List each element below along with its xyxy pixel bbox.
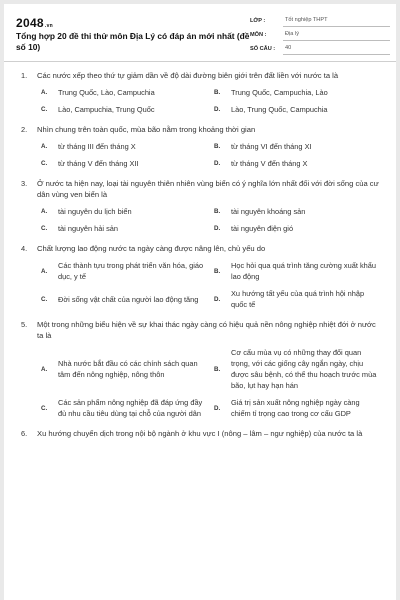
question-number: 6. — [21, 429, 28, 438]
answer-option-b[interactable] — [214, 260, 387, 282]
question-3 — [4, 178, 396, 234]
answer-option-b[interactable] — [214, 206, 387, 217]
answer-text: Các thành tựu trong phát triển văn hóa, giáo dục, y tế — [58, 261, 204, 281]
answer-grid — [4, 347, 396, 419]
answer-text: từ tháng III đến tháng X — [58, 142, 136, 151]
answer-letter: B. — [214, 365, 221, 373]
answer-option-b[interactable] — [214, 87, 387, 98]
question-list — [4, 70, 396, 448]
question-number: 3. — [21, 179, 28, 188]
answer-letter: A. — [41, 365, 48, 373]
answer-option-a[interactable] — [41, 347, 214, 391]
answer-text: tài nguyên hải sản — [58, 224, 118, 233]
site-logo[interactable] — [16, 16, 53, 30]
question-4 — [4, 243, 396, 310]
answer-grid — [4, 141, 396, 169]
question-5 — [4, 319, 396, 419]
meta-value: Địa lý — [283, 31, 390, 41]
answer-letter: C. — [41, 225, 48, 232]
answer-letter: A. — [41, 208, 48, 215]
answer-text: Xu hướng tất yếu của quá trình hội nhập quốc tế — [231, 289, 365, 309]
answer-option-c[interactable] — [41, 397, 214, 419]
question-text: Nhìn chung trên toàn quốc, mùa bão nằm trong khoảng thời gian — [37, 125, 256, 134]
answer-option-d[interactable] — [214, 104, 387, 115]
answer-text: Đời sống vật chất của người lao động tăng — [58, 294, 199, 304]
answer-option-a[interactable] — [41, 141, 214, 152]
answer-letter: B. — [214, 267, 221, 275]
answer-text: tài nguyên điện gió — [231, 224, 294, 233]
meta-label: LỚP : — [250, 18, 266, 24]
answer-letter: A. — [41, 143, 48, 150]
document-meta — [250, 13, 390, 55]
question-text: Chất lượng lao động nước ta ngày càng được nâng lên, chủ yếu do — [37, 244, 266, 253]
answer-letter: D. — [214, 404, 221, 412]
answer-letter: C. — [41, 160, 48, 167]
answer-option-c[interactable] — [41, 223, 214, 234]
answer-text: từ tháng V đến tháng X — [231, 159, 308, 168]
meta-label: MÔN : — [250, 32, 267, 38]
answer-letter: D. — [214, 225, 221, 232]
answer-option-b[interactable] — [214, 347, 387, 391]
answer-letter: D. — [214, 106, 221, 113]
answer-option-a[interactable] — [41, 206, 214, 217]
answer-letter: D. — [214, 160, 221, 167]
answer-option-c[interactable] — [41, 104, 214, 115]
answer-text: tài nguyên khoáng sản — [231, 207, 306, 216]
answer-option-c[interactable] — [41, 288, 214, 310]
meta-value: 40 — [283, 45, 390, 55]
answer-option-d[interactable] — [214, 223, 387, 234]
answer-text: từ tháng VI đến tháng XI — [231, 142, 312, 151]
logo-suffix: .vn — [44, 23, 54, 29]
answer-text: Giá trị sản xuất nông nghiệp ngày càng chiếm tỉ trọng cao trong cơ cấu GDP — [231, 398, 360, 418]
answer-text: tài nguyên du lịch biển — [58, 207, 132, 216]
answer-letter: C. — [41, 404, 48, 412]
answer-letter: A. — [41, 89, 48, 96]
answer-text: Trung Quốc, Lào, Campuchia — [58, 88, 155, 97]
answer-letter: B. — [214, 143, 221, 150]
answer-text: Lào, Trung Quốc, Campuchia — [231, 105, 328, 114]
question-1 — [4, 70, 396, 115]
answer-option-b[interactable] — [214, 141, 387, 152]
document-title: Tổng hợp 20 đề thi thử môn Địa Lý có đáp án mới nhất (đề số 10) — [16, 31, 250, 52]
answer-option-c[interactable] — [41, 158, 214, 169]
meta-label: SỐ CÂU : — [250, 46, 276, 52]
answer-letter: B. — [214, 89, 221, 96]
answer-text: Cơ cấu mùa vụ có những thay đổi quan trọng, với các giống cây ngắn ngày, chịu được sâu bệnh, có thể thu hoạch trước mùa bão, lụt hay hạn hán — [231, 348, 377, 390]
question-2 — [4, 124, 396, 169]
logo-text: 2048 — [16, 16, 44, 30]
meta-row-class — [250, 13, 390, 27]
question-text: Các nước xếp theo thứ tự giảm dần về độ dài đường biên giới trên đất liền với nước ta là — [37, 71, 339, 80]
question-number: 2. — [21, 125, 28, 134]
document-page — [4, 4, 396, 600]
answer-option-d[interactable] — [214, 397, 387, 419]
question-text: Xu hướng chuyển dịch trong nội bộ ngành ở khu vực I (nông – lâm – ngư nghiệp) của nước ta là — [37, 429, 363, 438]
question-number: 5. — [21, 320, 28, 329]
meta-value: Tốt nghiệp THPT — [283, 17, 390, 27]
answer-option-d[interactable] — [214, 288, 387, 310]
answer-option-a[interactable] — [41, 87, 214, 98]
answer-letter: C. — [41, 295, 48, 303]
question-6 — [4, 428, 396, 439]
answer-text: Các sản phẩm nông nghiệp đã đáp ứng đầy đủ nhu cầu tiêu dùng tại chỗ của người dân — [58, 398, 203, 418]
meta-row-subject — [250, 27, 390, 41]
document-header — [4, 4, 396, 62]
meta-row-count — [250, 41, 390, 55]
question-text: Ở nước ta hiện nay, loại tài nguyên thiên nhiên vùng biển có ý nghĩa lớn nhất đối với đời sống của cư dân vùng ven biển là — [37, 179, 379, 199]
answer-grid — [4, 206, 396, 234]
answer-text: Học hỏi qua quá trình tăng cường xuất khẩu lao động — [231, 261, 376, 281]
answer-text: Lào, Campuchia, Trung Quốc — [58, 105, 155, 114]
answer-letter: D. — [214, 295, 221, 303]
answer-text: từ tháng V đến tháng XII — [58, 159, 139, 168]
answer-option-d[interactable] — [214, 158, 387, 169]
answer-grid — [4, 260, 396, 310]
answer-grid — [4, 87, 396, 115]
answer-letter: A. — [41, 267, 48, 275]
answer-letter: C. — [41, 106, 48, 113]
answer-option-a[interactable] — [41, 260, 214, 282]
question-number: 4. — [21, 244, 28, 253]
question-number: 1. — [21, 71, 28, 80]
answer-text: Trung Quốc, Campuchia, Lào — [231, 88, 328, 97]
answer-text: Nhà nước bắt đầu có các chính sách quan tâm đến nông nghiệp, nông thôn — [58, 359, 198, 379]
question-text: Một trong những biểu hiện về sự khai thác ngày càng có hiệu quả nền nông nghiệp nhiệt đới ở nước ta là — [37, 320, 376, 340]
answer-letter: B. — [214, 208, 221, 215]
